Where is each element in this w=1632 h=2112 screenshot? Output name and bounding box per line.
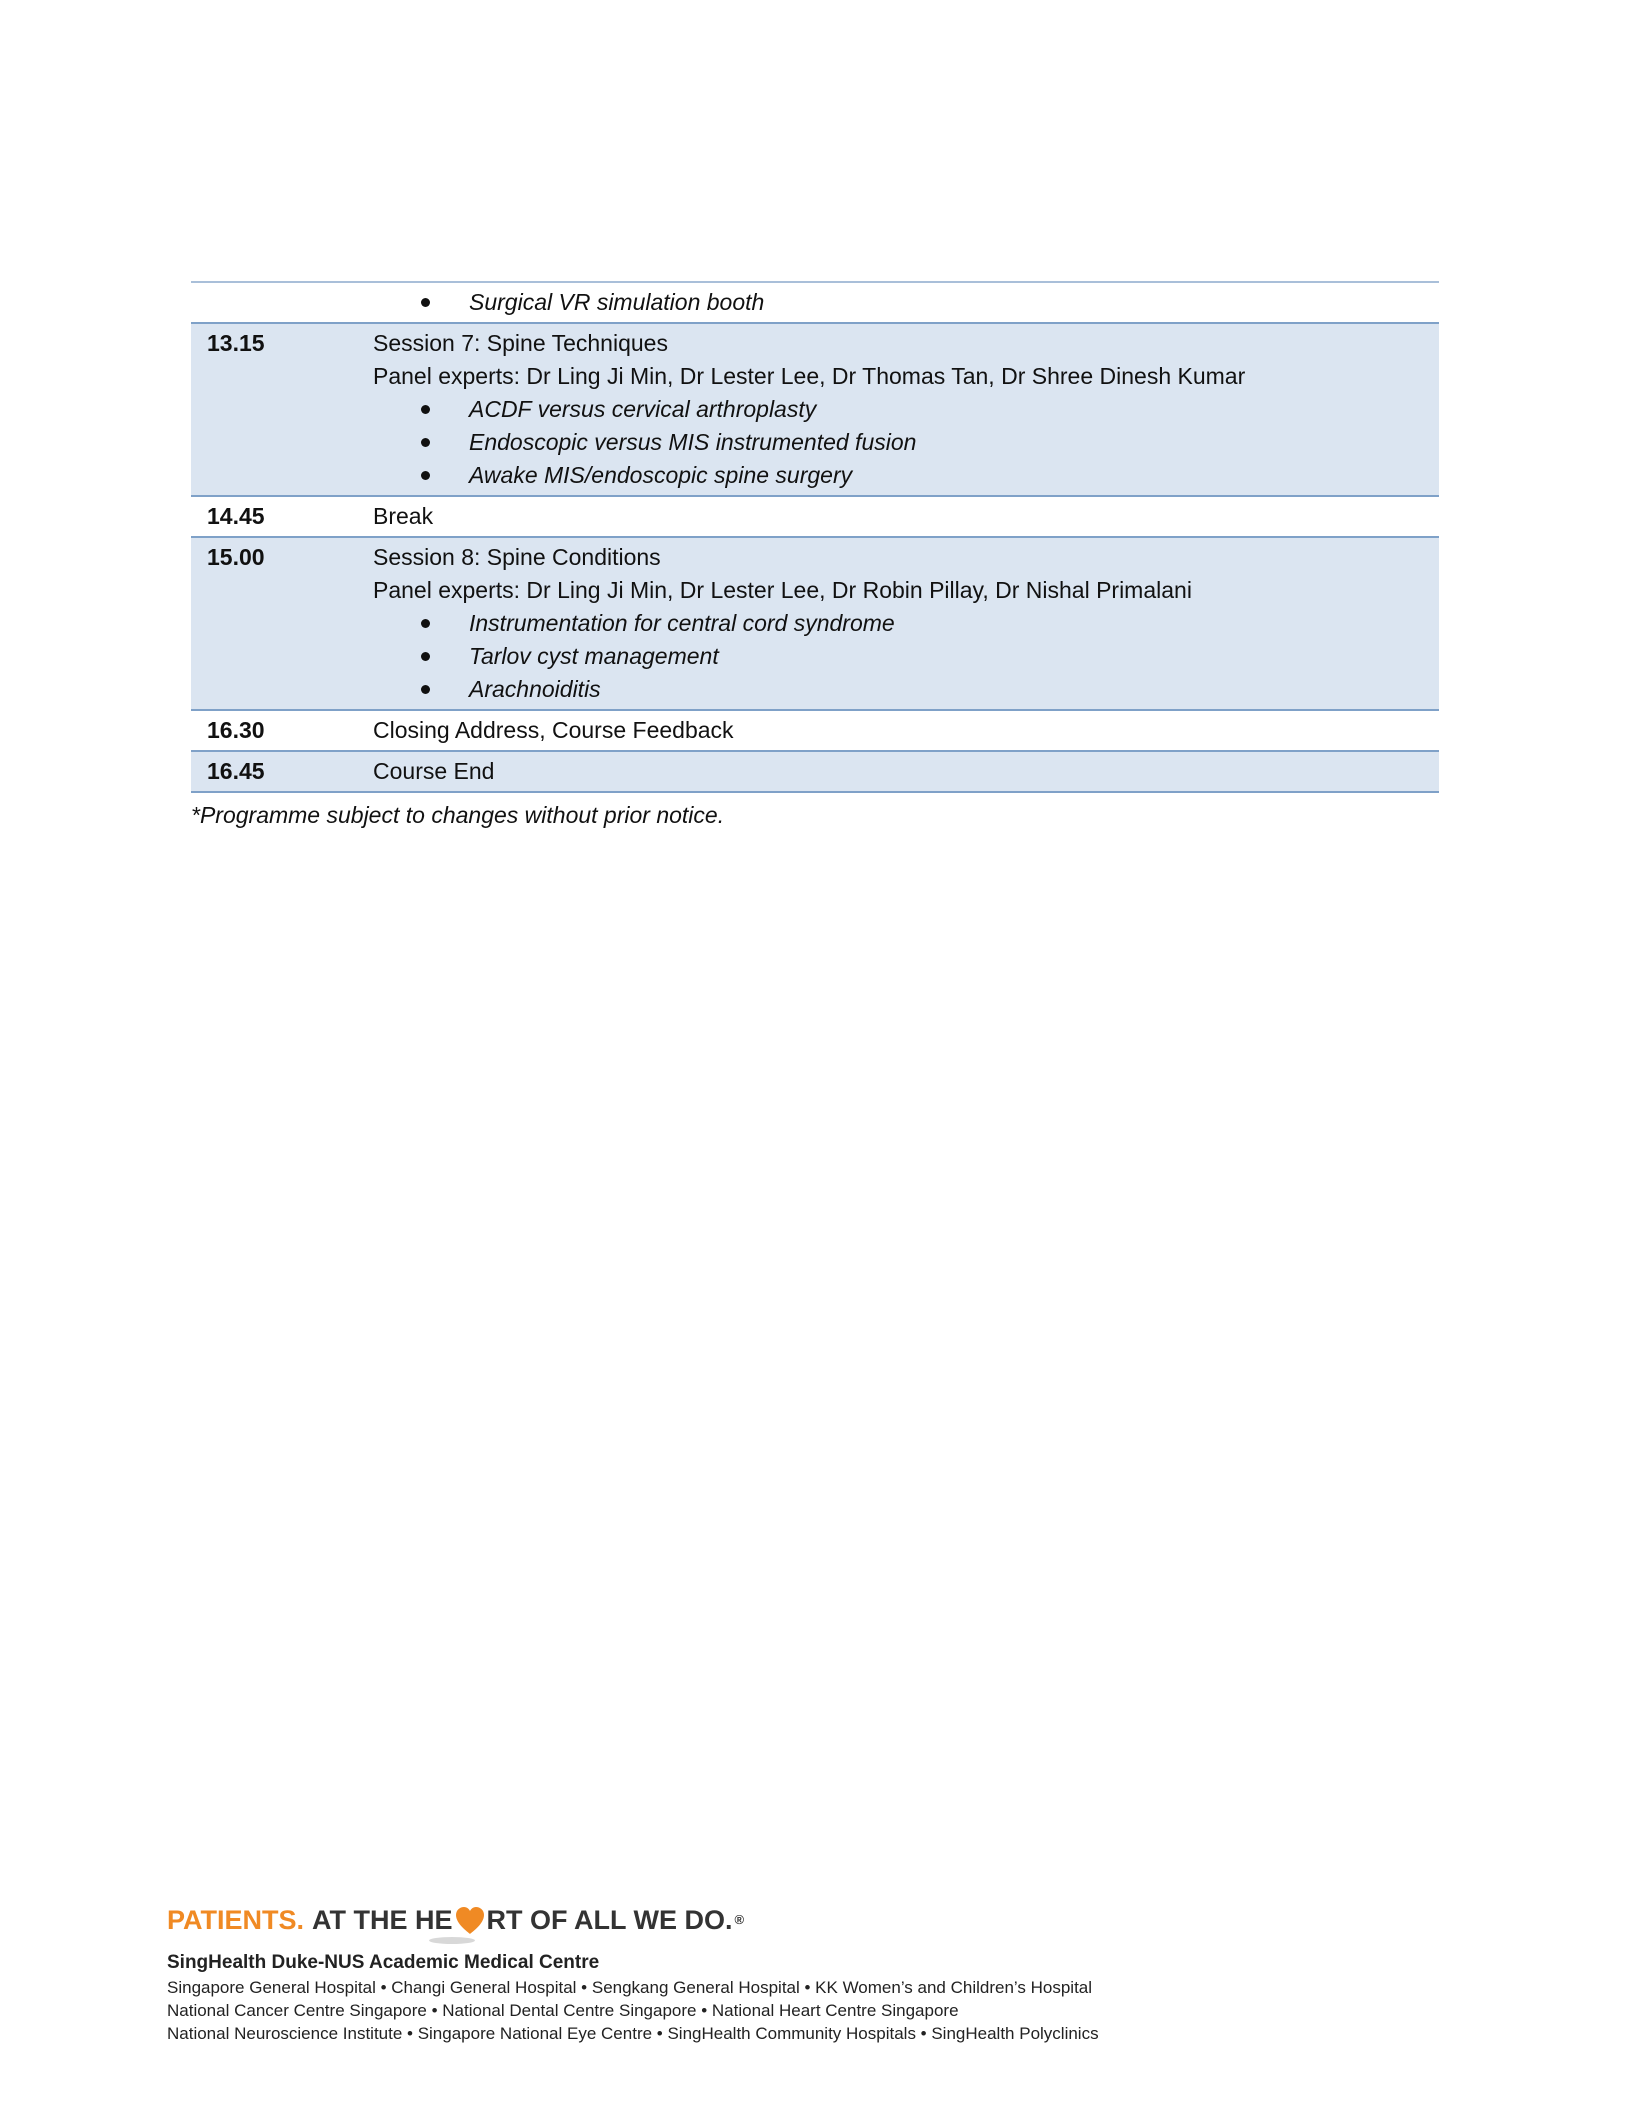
schedule-content [373,286,1439,319]
bullet-text: Arachnoiditis [469,676,601,702]
heart-icon [454,1905,486,1935]
tagline-patients: PATIENTS. [167,1905,305,1935]
bullet-text: Awake MIS/endoscopic spine surgery [469,462,853,488]
schedule-row [191,752,1439,793]
tagline-rt-of-all-we-do: RT OF ALL WE DO. [486,1905,733,1935]
registered-mark: ® [734,1912,745,1927]
institutions-line: Singapore General Hospital • Changi General Hospital • Sengkang General Hospital • KK Women’s and Children’s Hospital [167,1978,1093,1997]
bullet-item [373,673,1439,706]
bullet-item [373,393,1439,426]
schedule-content [373,541,1439,706]
heart-shadow [429,1937,475,1944]
schedule-time: 14.45 [207,503,265,529]
bullet-item [373,607,1439,640]
schedule-content [373,755,1439,788]
bullet-icon [421,405,430,414]
bullet-icon [421,619,430,628]
schedule-row [191,538,1439,711]
schedule-content [373,714,1439,747]
bullet-item [373,286,1439,319]
schedule-time: 16.30 [207,717,265,743]
session-title: Break [373,503,434,529]
bullet-text: Tarlov cyst management [469,643,719,669]
bullet-item [373,640,1439,673]
bullet-text: ACDF versus cervical arthroplasty [469,396,817,422]
schedule-content [373,327,1439,492]
tagline [167,1903,1099,1937]
bullet-text: Surgical VR simulation booth [469,289,765,315]
schedule-row [191,497,1439,538]
schedule-time: 15.00 [207,544,265,570]
bullet-icon [421,652,430,661]
bullet-text: Endoscopic versus MIS instrumented fusion [469,429,917,455]
bullet-icon [421,685,430,694]
schedule-row [191,324,1439,497]
academic-centre-name: SingHealth Duke-NUS Academic Medical Centre [167,1952,600,1973]
bullet-icon [421,298,430,307]
session-title: Closing Address, Course Feedback [373,717,734,743]
bullet-text: Instrumentation for central cord syndrome [469,610,895,636]
schedule-content [373,500,1439,533]
schedule-time: 13.15 [207,330,265,356]
programme-schedule-table [191,281,1439,793]
bullet-icon [421,438,430,447]
schedule-time: 16.45 [207,758,265,784]
footer [167,1903,1099,2045]
session-title: Course End [373,758,495,784]
session-title: Session 8: Spine Conditions [373,544,661,570]
schedule-time [191,286,373,319]
bullet-icon [421,471,430,480]
session-title: Session 7: Spine Techniques [373,330,668,356]
tagline-at-the-he: AT THE HE [312,1905,453,1935]
schedule-row [191,711,1439,752]
institutions-line: National Neuroscience Institute • Singapore National Eye Centre • SingHealth Community Hospitals • SingHealth Polyclinics [167,2024,1099,2043]
bullet-item [373,459,1439,492]
institutions-line: National Cancer Centre Singapore • National Dental Centre Singapore • National Heart Centre Singapore [167,2001,959,2020]
panel-experts: Panel experts: Dr Ling Ji Min, Dr Lester Lee, Dr Robin Pillay, Dr Nishal Primalani [373,577,1192,603]
schedule-row [191,283,1439,324]
panel-experts: Panel experts: Dr Ling Ji Min, Dr Lester Lee, Dr Thomas Tan, Dr Shree Dinesh Kumar [373,363,1246,389]
bullet-item [373,426,1439,459]
programme-disclaimer: *Programme subject to changes without prior notice. [191,802,725,828]
